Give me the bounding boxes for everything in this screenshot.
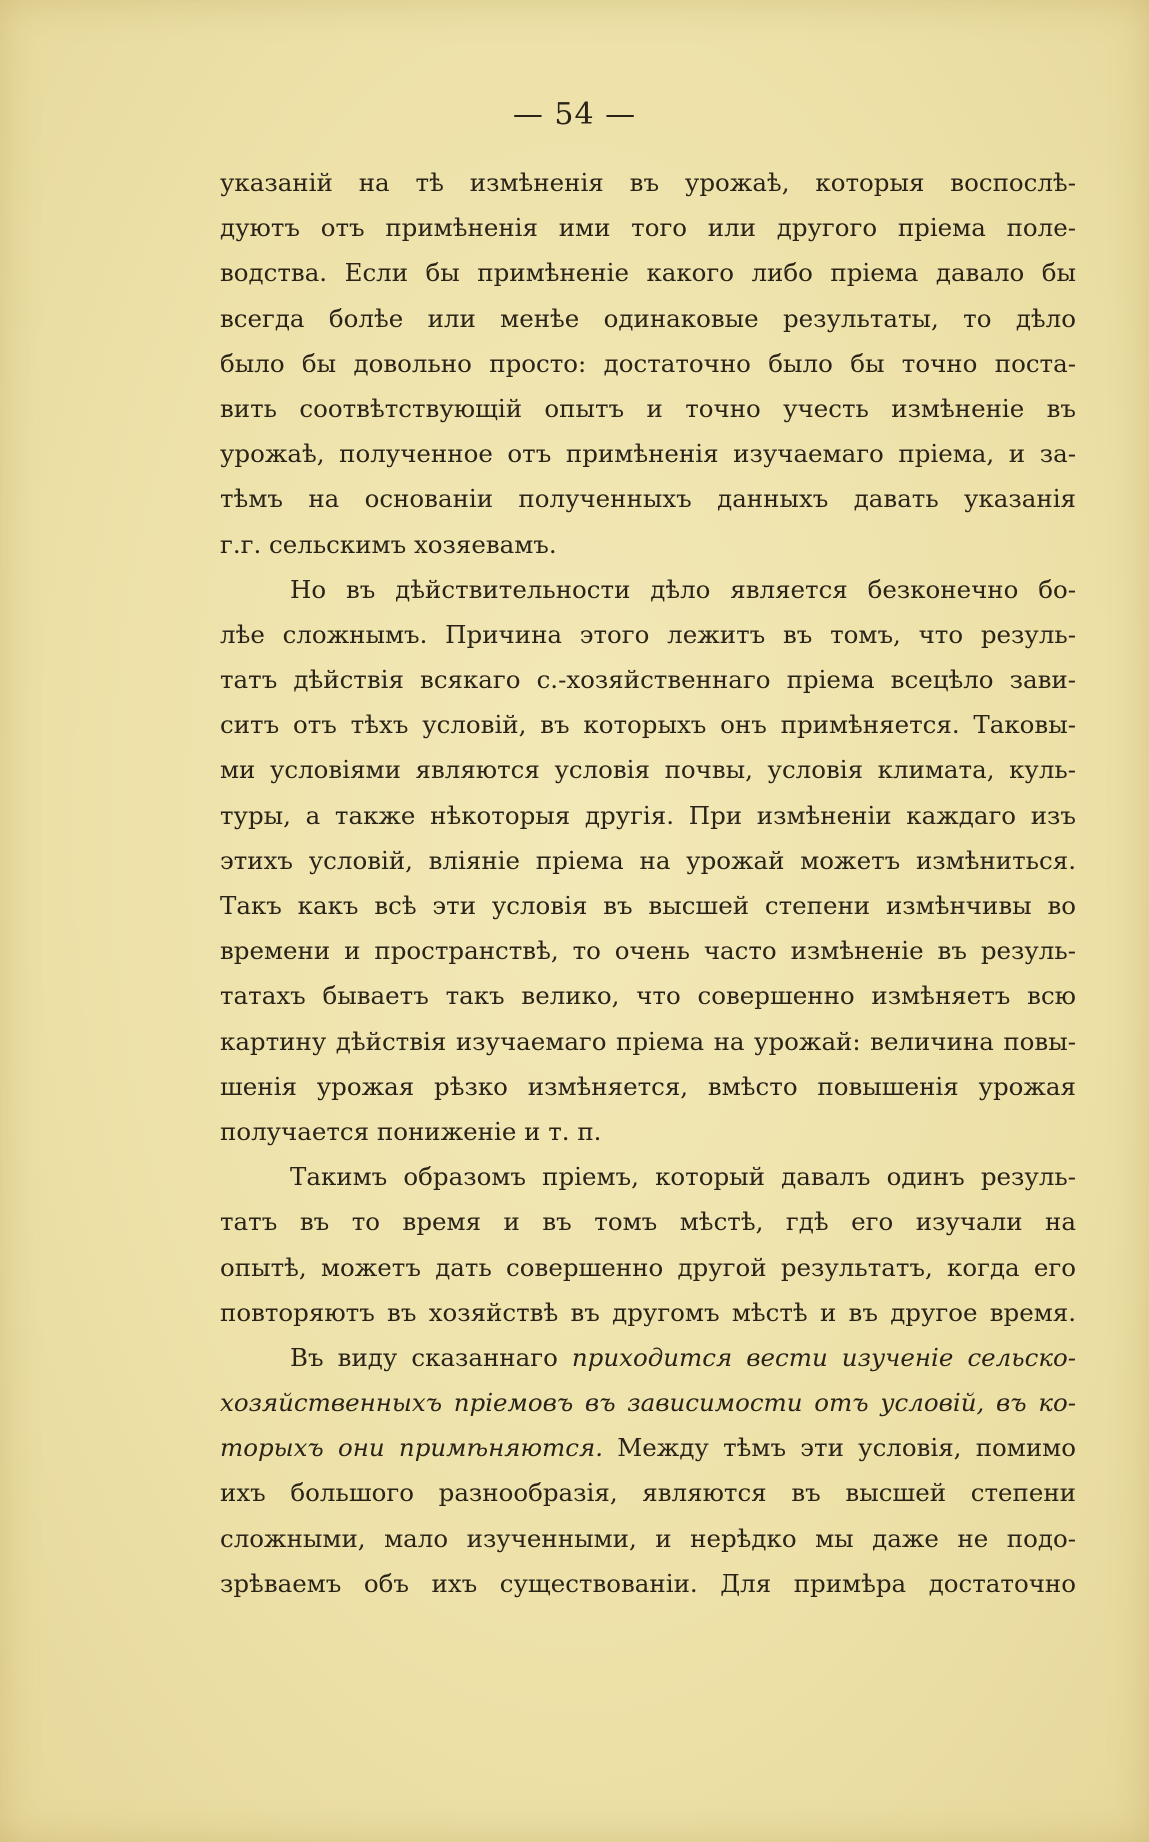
text-line: ихъ большого разнообразія, являются въ высшей степени bbox=[220, 1478, 1076, 1508]
body-text bbox=[220, 160, 1076, 1606]
text-line: сложными, мало изученными, и нерѣдко мы даже не подо- bbox=[220, 1523, 1076, 1553]
text-line: водства. Если бы примѣненіе какого либо пріема давало бы bbox=[220, 258, 1076, 288]
italic-text: хозяйственныхъ пріемовъ въ зависимости отъ условій, въ ко- bbox=[220, 1388, 1076, 1418]
text-line: получается пониженіе и т. п. bbox=[220, 1116, 602, 1146]
text-line: картину дѣйствія изучаемаго пріема на урожай: величина повы- bbox=[220, 1026, 1076, 1056]
text-line: татахъ бываетъ такъ велико, что совершенно измѣняетъ всю bbox=[220, 981, 1076, 1011]
text-line: татъ дѣйствія всякаго с.-хозяйственнаго пріема всецѣло зави- bbox=[220, 665, 1076, 695]
italic-text: торыхъ они примѣняются. bbox=[220, 1433, 603, 1463]
text-line: этихъ условій, вліяніе пріема на урожай можетъ измѣниться. bbox=[220, 845, 1076, 875]
text-line bbox=[220, 1425, 1076, 1470]
text-line: Такимъ образомъ пріемъ, который давалъ одинъ резуль- bbox=[290, 1162, 1076, 1192]
paragraph-3 bbox=[220, 1154, 1076, 1335]
text-line: указаній на тѣ измѣненія въ урожаѣ, которыя воспослѣ- bbox=[220, 168, 1076, 197]
text-line: лѣе сложнымъ. Причина этого лежитъ въ томъ, что резуль- bbox=[220, 619, 1076, 649]
text-line: вить соотвѣтствующій опытъ и точно учесть измѣненіе въ bbox=[220, 393, 1076, 423]
text-line: Такъ какъ всѣ эти условія въ высшей степени измѣнчивы во bbox=[220, 891, 1076, 920]
text-line: ми условіями являются условія почвы, условія климата, куль- bbox=[220, 755, 1076, 785]
paragraph-4 bbox=[220, 1335, 1076, 1606]
text-line: г.г. сельскимъ хозяевамъ. bbox=[220, 529, 557, 559]
text-line: повторяютъ въ хозяйствѣ въ другомъ мѣстѣ и въ другое время. bbox=[220, 1297, 1076, 1327]
text-line: Но въ дѣйствительности дѣло является безконечно бо- bbox=[290, 574, 1076, 604]
text-line: ситъ отъ тѣхъ условій, въ которыхъ онъ примѣняется. Таковы- bbox=[220, 710, 1076, 740]
text-line: зрѣваемъ объ ихъ существованіи. Для примѣра достаточно bbox=[220, 1568, 1076, 1598]
text-line: всегда болѣе или менѣе одинаковые результаты, то дѣло bbox=[220, 303, 1076, 333]
text-line: тѣмъ на основаніи полученныхъ данныхъ давать указанія bbox=[220, 484, 1076, 514]
text-line: дуютъ отъ примѣненія ими того или другого пріема поле- bbox=[220, 213, 1076, 243]
text-line: опытѣ, можетъ дать совершенно другой результатъ, когда его bbox=[220, 1252, 1076, 1282]
paragraph-2 bbox=[220, 567, 1076, 1154]
italic-text: приходится вести изученіе сельско- bbox=[571, 1342, 1076, 1372]
text-line: было бы довольно просто: достаточно было бы точно поста- bbox=[220, 348, 1076, 378]
text-line bbox=[220, 1335, 1076, 1380]
text-line: шенія урожая рѣзко измѣняется, вмѣсто повышенія урожая bbox=[220, 1071, 1076, 1101]
page-number: — 54 — bbox=[512, 97, 637, 132]
text-line bbox=[220, 1380, 1076, 1425]
plain-text: Между тѣмъ эти условія, помимо bbox=[602, 1433, 1076, 1463]
text-line: урожаѣ, полученное отъ примѣненія изучаемаго пріема, и за- bbox=[220, 439, 1076, 469]
text-line: туры, а также нѣкоторыя другія. При измѣненіи каждаго изъ bbox=[220, 800, 1076, 830]
paragraph-1 bbox=[220, 160, 1076, 567]
text-line: времени и пространствѣ, то очень часто измѣненіе въ резуль- bbox=[220, 936, 1076, 966]
plain-text: Въ виду сказаннаго bbox=[290, 1342, 572, 1372]
text-line: татъ въ то время и въ томъ мѣстѣ, гдѣ его изучали на bbox=[220, 1207, 1076, 1237]
